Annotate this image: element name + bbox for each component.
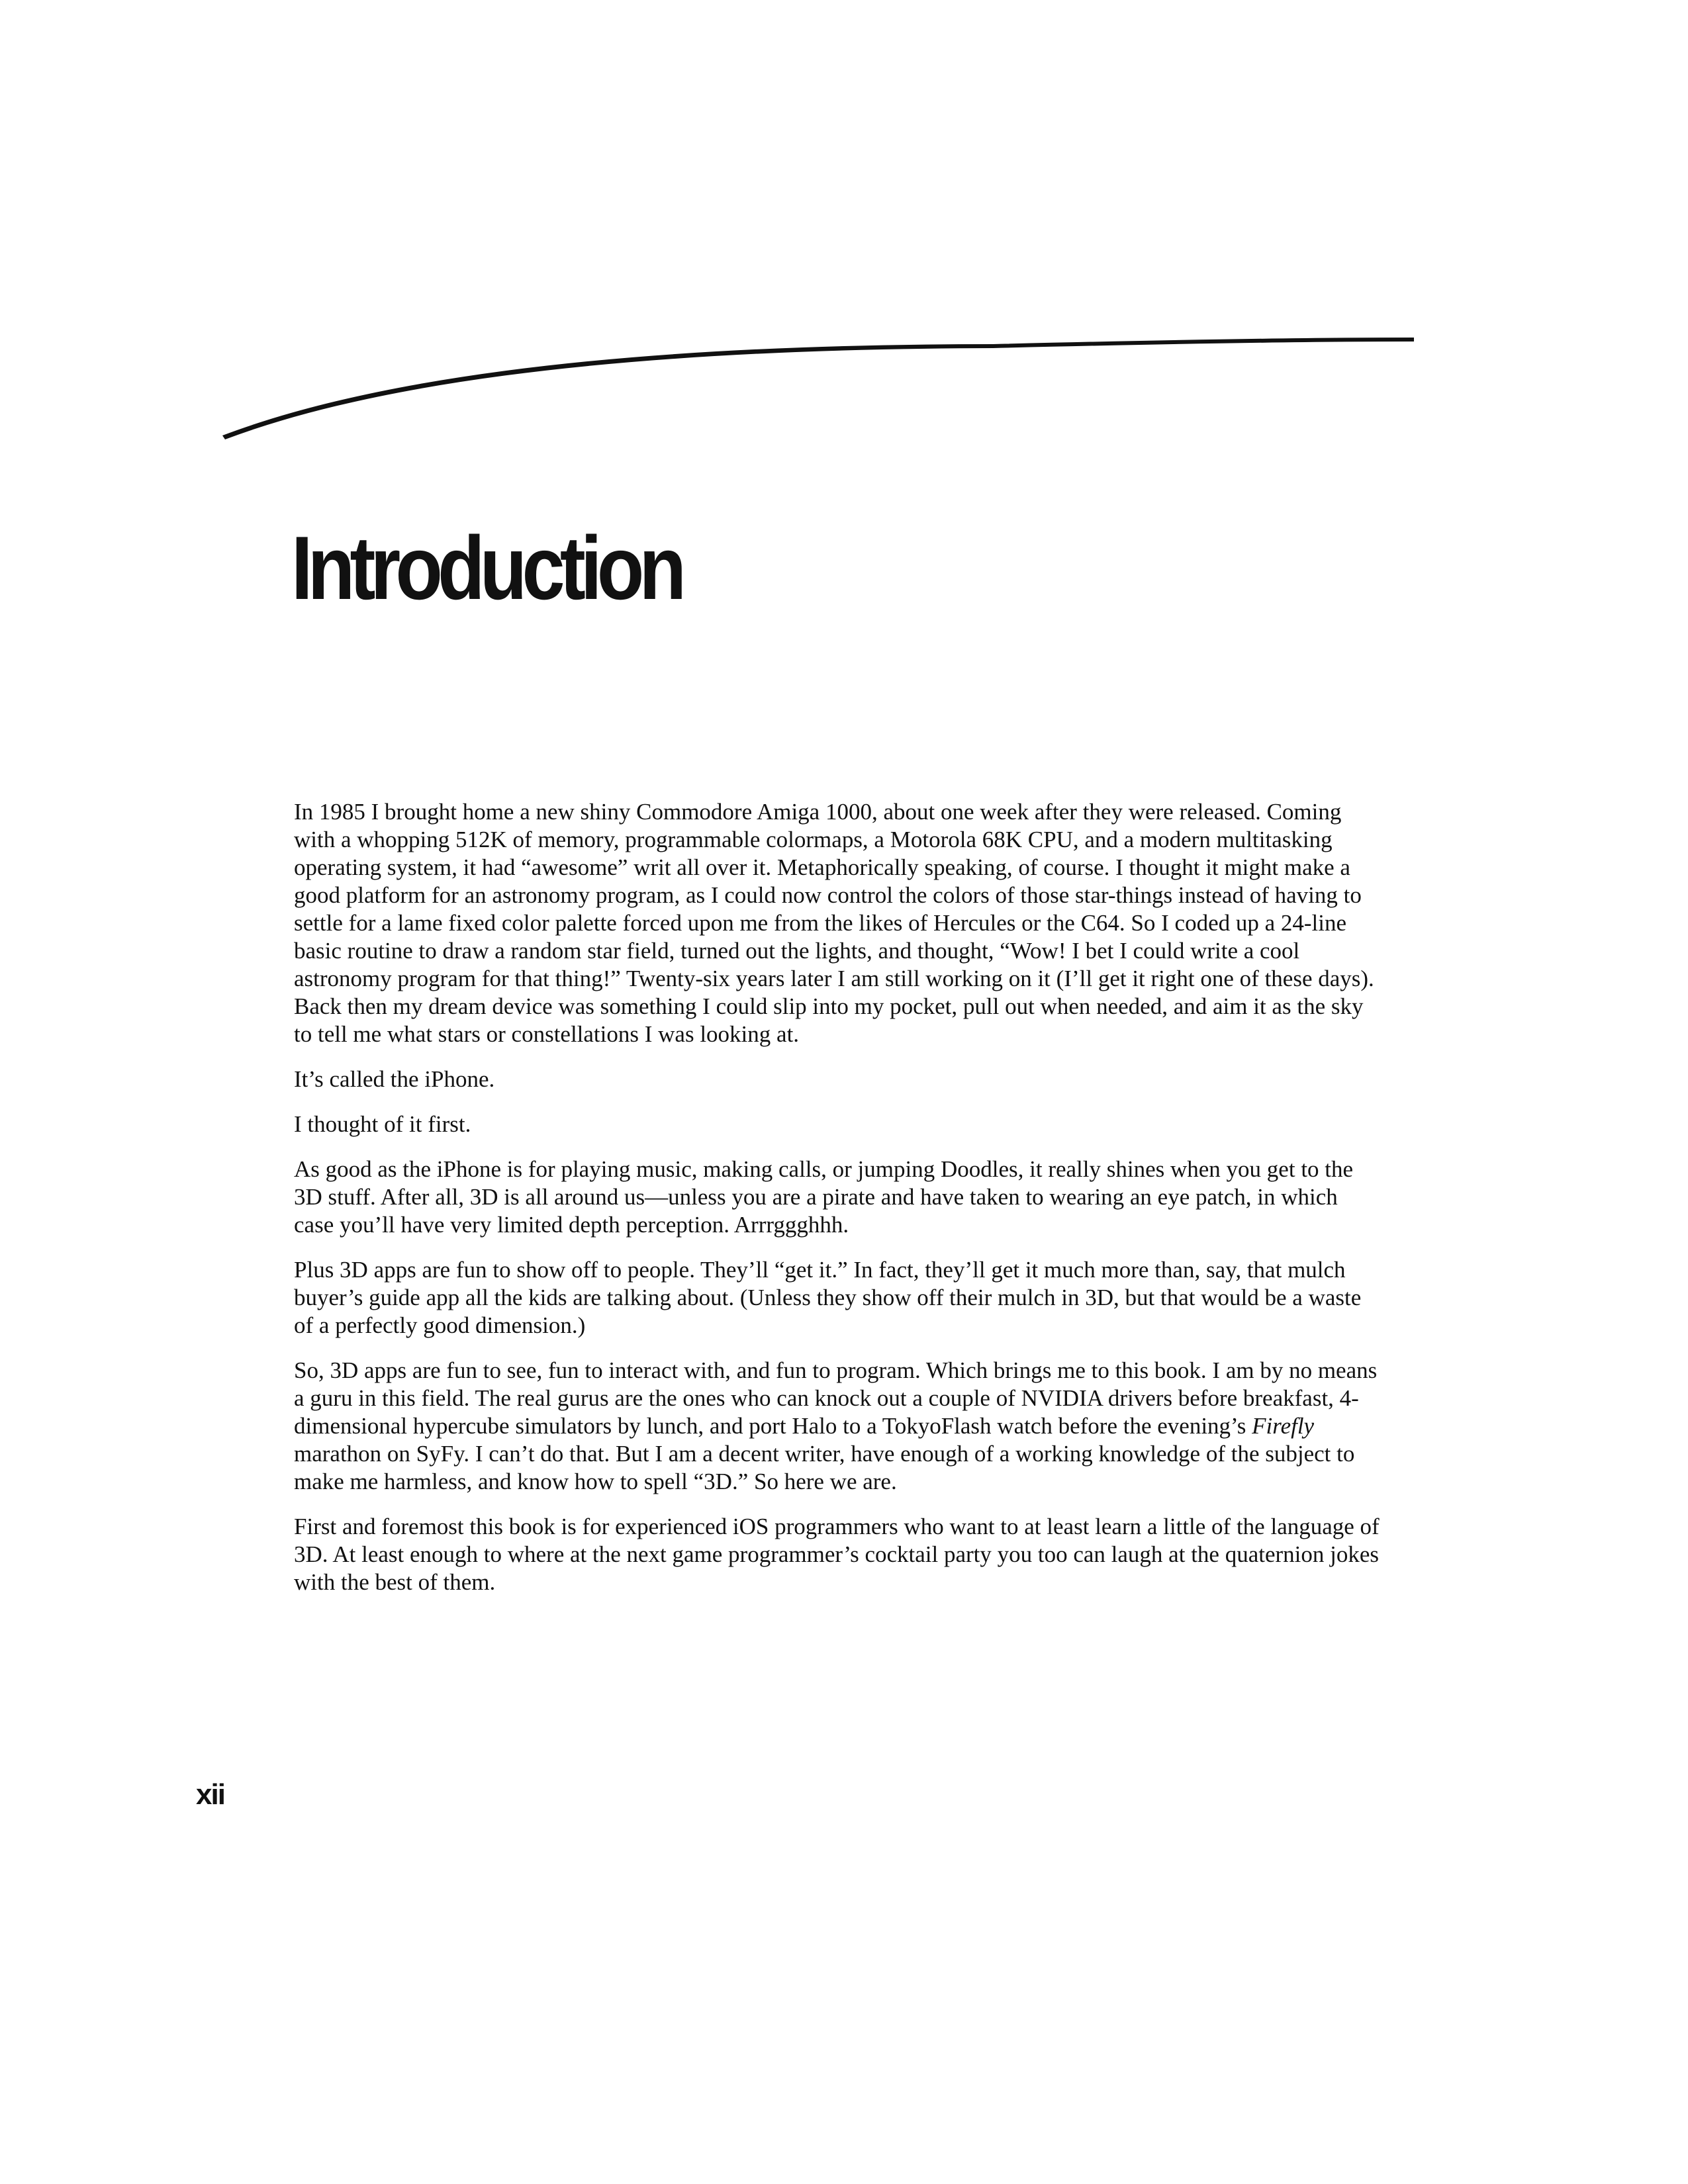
paragraph-audience: First and foremost this book is for experienced iOS programmers who want to at least learn a little of the language of 3D. At least enough to where at the next game programmer’s cocktail party you too can laugh at the quaternion jokes with the best of them. <box>294 1514 1380 1595</box>
chapter-title: Introduction <box>291 518 682 618</box>
chapter-swoosh-decoration <box>0 0 1688 529</box>
paragraph-thought-first: I thought of it first. <box>294 1111 471 1137</box>
paragraph-iphone: It’s called the iPhone. <box>294 1066 495 1092</box>
paragraph-this-book-part2: marathon on SyFy. I can’t do that. But I am a decent writer, have enough of a working knowledge of the subject to make me harmless, and know how to spell “3D.” So here we are. <box>294 1441 1355 1494</box>
page-number: xii <box>196 1778 224 1811</box>
paragraph-this-book <box>294 1357 1380 1496</box>
paragraph-show-off: Plus 3D apps are fun to show off to people. They’ll “get it.” In fact, they’ll get it much more than, say, that mulch buyer’s guide app all the kids are talking about. (Unless they show off their mulch in 3D, but that would be a waste of a perfectly good dimension.) <box>294 1257 1362 1338</box>
body-text <box>294 798 1380 1614</box>
paragraph-amiga: In 1985 I brought home a new shiny Commodore Amiga 1000, about one week after they were released. Coming with a whopping 512K of memory, programmable colormaps, a Motorola 68K CPU, and a modern multitasking operating system, it had “awesome” writ all over it. Metaphorically speaking, of course. I thought it might make a good platform for an astronomy program, as I could now control the colors of those star-things instead of having to settle for a lame fixed color palette forced upon me from the likes of Hercules or the C64. So I coded up a 24-line basic routine to draw a random star field, turned out the lights, and thought, “Wow! I bet I could write a cool astronomy program for that thing!” Twenty-six years later I am still working on it (I’ll get it right one of these days). Back then my dream device was something I could slip into my pocket, pull out when needed, and aim it as the sky to tell me what stars or constellations I was looking at. <box>294 799 1374 1047</box>
paragraph-this-book-part1: So, 3D apps are fun to see, fun to interact with, and fun to program. Which brings me to this book. I am by no means a guru in this field. The real gurus are the ones who can knock out a couple of NVIDIA drivers before breakfast, 4-dimensional hypercube simulators by lunch, and port Halo to a TokyoFlash watch before the evening’s <box>294 1357 1378 1439</box>
emphasis-firefly: Firefly <box>1252 1413 1315 1439</box>
paragraph-3d-stuff: As good as the iPhone is for playing music, making calls, or jumping Doodles, it really shines when you get to the 3D stuff. After all, 3D is all around us—unless you are a pirate and have taken to wearing an eye patch, in which case you’ll have very limited depth perception. Arrrggghhh. <box>294 1156 1354 1238</box>
